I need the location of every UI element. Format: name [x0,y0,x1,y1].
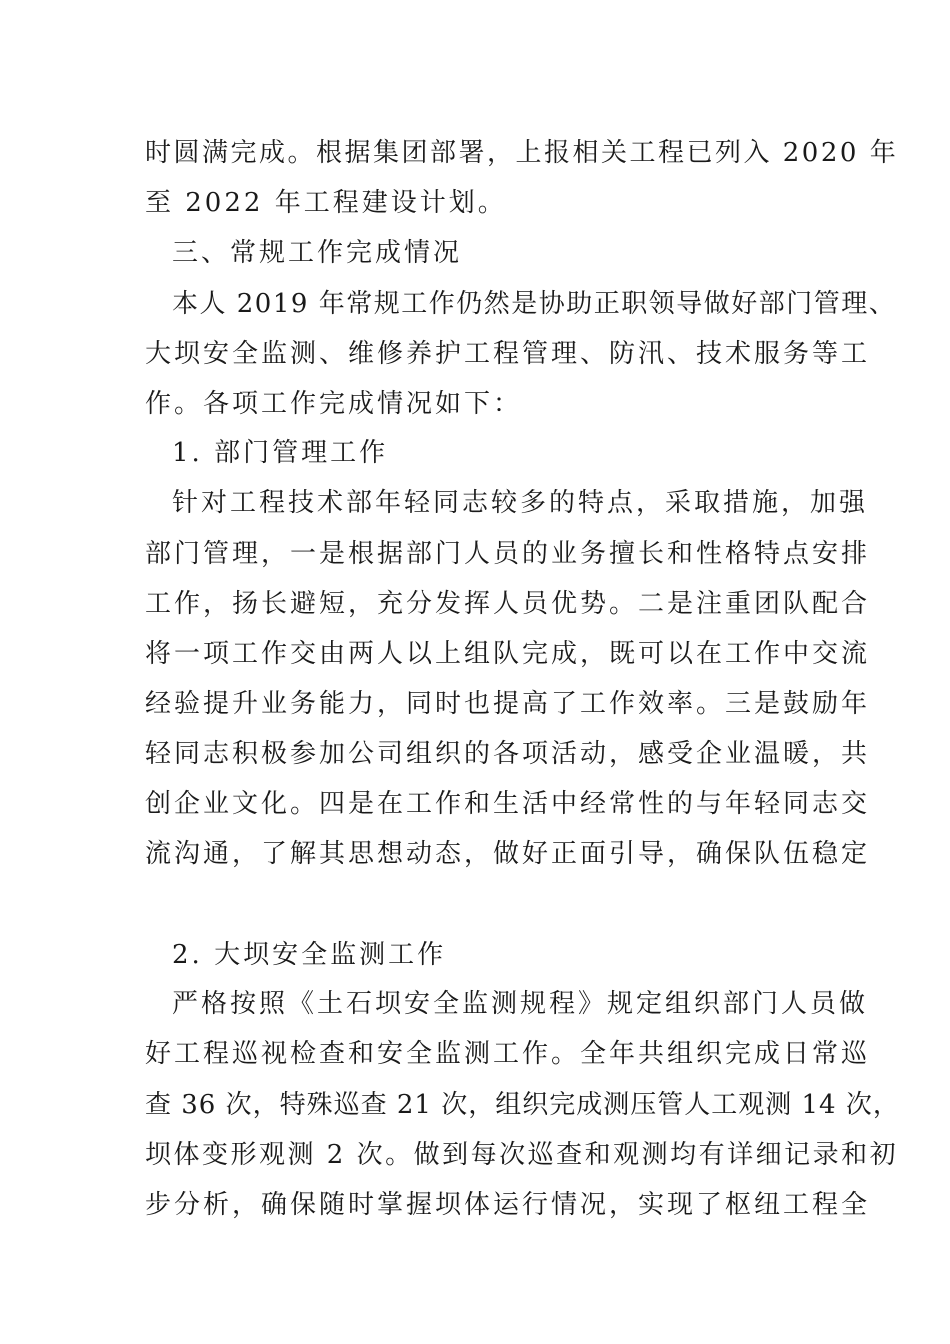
text-line: 大坝安全监测、维修养护工程管理、防汛、技术服务等工 [145,339,871,369]
text-line: 本人 2019 年常规工作仍然是协助正职领导做好部门管理、 [172,289,897,319]
text-line: 至 2022 年工程建设计划。 [145,188,507,218]
subsection-heading: 2. 大坝安全监测工作 [172,940,447,970]
text-line: 创企业文化。四是在工作和生活中经常性的与年轻同志交 [145,789,871,819]
text-line: 坝体变形观测 2 次。做到每次巡查和观测均有详细记录和初 [145,1140,899,1170]
text-line: 针对工程技术部年轻同志较多的特点，采取措施，加强 [172,488,869,518]
section-heading: 三、常规工作完成情况 [172,238,463,268]
subsection-heading: 1. 部门管理工作 [172,438,389,468]
text-line: 严格按照《土石坝安全监测规程》规定组织部门人员做 [172,989,869,1019]
text-line: 流沟通，了解其思想动态，做好正面引导，确保队伍稳定 [145,839,871,869]
text-line: 时圆满完成。根据集团部署，上报相关工程已列入 2020 年 [145,138,899,168]
text-line: 经验提升业务能力，同时也提高了工作效率。三是鼓励年 [145,689,871,719]
text-line: 查 36 次，特殊巡查 21 次，组织完成测压管人工观测 14 次， [145,1090,900,1120]
text-line: 好工程巡视检查和安全监测工作。全年共组织完成日常巡 [145,1039,871,1069]
text-line: 作。各项工作完成情况如下： [145,389,523,419]
text-line: 轻同志积极参加公司组织的各项活动，感受企业温暖，共 [145,739,871,769]
text-line: 部门管理，一是根据部门人员的业务擅长和性格特点安排 [145,539,871,569]
text-line: 步分析，确保随时掌握坝体运行情况，实现了枢纽工程全 [145,1190,871,1220]
text-line: 将一项工作交由两人以上组队完成，既可以在工作中交流 [145,639,871,669]
text-line: 工作，扬长避短，充分发挥人员优势。二是注重团队配合 [145,589,871,619]
